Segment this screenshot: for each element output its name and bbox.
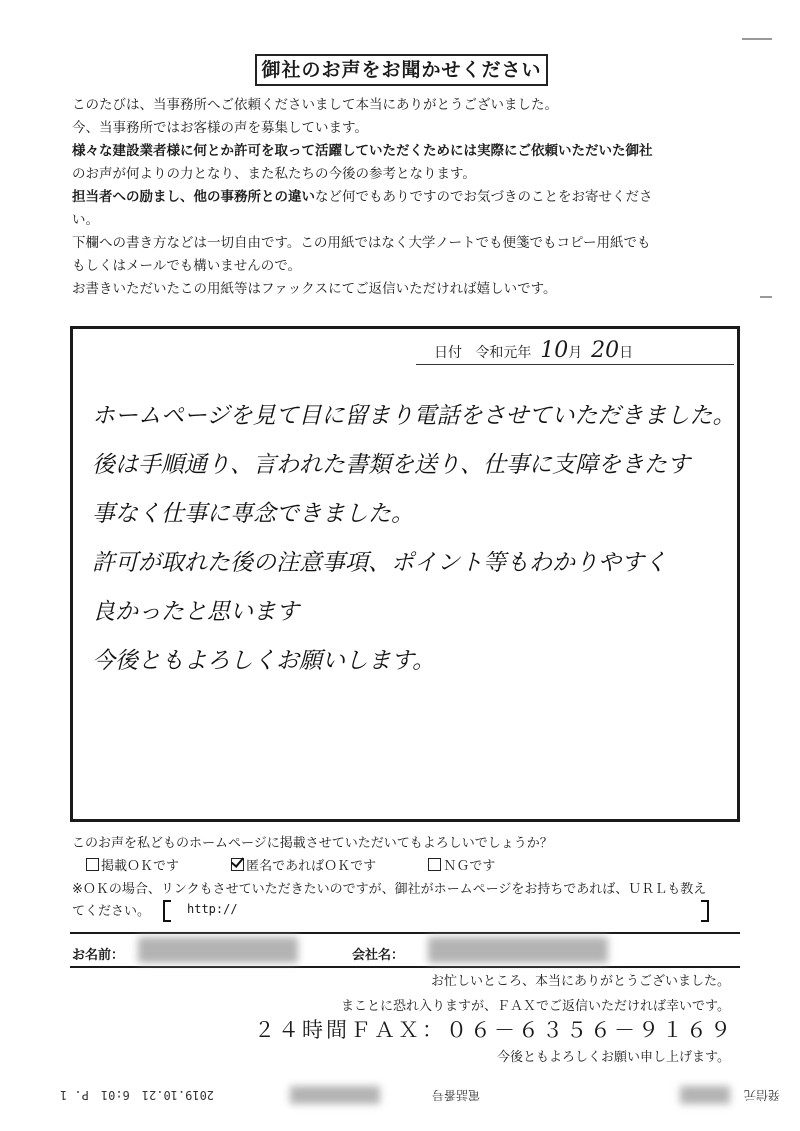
checkbox-icon[interactable] [428,858,441,871]
date-day: 20 [591,338,620,363]
intro-line: 今、当事務所ではお客様の声を募集しています。 [72,120,368,136]
company-redacted [428,937,608,963]
consent-options [86,855,543,874]
intro-line: のお声が何よりの力となり、また私たちの今後の参考となります。 [72,166,476,182]
checkbox-icon[interactable] [86,858,99,871]
fax-sender-label: 発信元 [743,1088,780,1102]
name-company-row [70,932,740,968]
option-label: 匿名であればＯＫです [246,859,377,874]
fax-phone-label: 電話番号 [431,1088,480,1102]
intro-emphasis: 担当者への励まし、他の事務所との違い [72,189,315,205]
intro-text [72,94,742,301]
date-field [434,338,633,363]
date-underline [416,364,734,365]
name-redacted [138,937,298,963]
handwritten-comment [92,392,736,686]
closing-thanks: お忙しいところ、本当にありがとうございました。 [430,974,730,989]
fax-sender-redacted [680,1086,730,1104]
handwritten-line: 今後ともよろしくお願いします。 [92,648,436,674]
intro-line: お書きいただいたこの用紙等はファックスにてご返信いただければ嬉しいです。 [72,281,557,297]
option-anonymous-ok[interactable] [231,859,376,874]
fax-header-upside-down [60,1084,780,1104]
name-label: お名前： [72,948,125,963]
handwritten-line: 事なく仕事に専念できました。 [92,501,414,527]
bracket-right [701,900,709,922]
note-line: ※ＯＫの場合、リンクもさせていただきたいのですが、御社がホームページをお持ちであれば、ＵＲＬも教え [72,882,707,897]
intro-line [72,186,742,209]
checkbox-checked-icon[interactable] [231,858,244,871]
fax-phone-redacted [290,1086,380,1104]
bracket-left [163,900,171,922]
handwritten-line: 後は手順通り、言われた書類を送り、仕事に支障をきたす [92,452,690,478]
date-month-unit: 月 [568,345,583,361]
option-label: ＮＧです [443,859,496,874]
date-day-unit: 日 [619,345,634,361]
note-line: てください。 [72,904,151,919]
intro-rest: など何でもありですのでお気づきのことをお寄せくださ [315,189,653,205]
url-field[interactable] [163,900,709,922]
date-era: 令和元年 [475,345,532,361]
date-label: 日付 [434,345,462,361]
intro-line: このたびは、当事務所へご依頼くださいまして本当にありがとうございました。 [72,97,558,113]
closing-regards: 今後ともよろしくお願い申し上げます。 [497,1050,730,1065]
scan-noise [760,296,772,298]
option-ng[interactable] [428,859,495,874]
closing-fax-request: まことに恐れ入りますが、ＦＡＸでご返信いただければ幸いです。 [341,999,730,1014]
handwritten-line: 良かったと思います [92,599,299,625]
date-month: 10 [540,338,569,363]
option-label: 掲載ＯＫです [101,859,180,874]
fax-number: ２４時間ＦＡＸ：０６－６３５６－９１６９ [254,1018,734,1042]
consent-question: このお声を私どものホームページに掲載させていただいてもよろしいでしょうか？ [72,836,553,851]
option-publish-ok[interactable] [86,859,179,874]
scan-noise [742,38,772,40]
intro-line: もしくはメールでも構いませんので。 [72,258,301,274]
handwritten-line: ホームページを見て目に留まり電話をさせていただきました。 [92,403,736,429]
url-prefix: http:// [187,902,238,916]
page-title: 御社のお声をお聞かせください [255,54,548,86]
intro-line: 様々な建設業者様に何とか許可を取って活躍していただくためには実際にご依頼いただいた御社 [72,143,653,159]
fax-timestamp: 2019.10.21 6:01 P. 1 [60,1088,215,1102]
intro-line: 下欄への書き方などは一切自由です。この用紙ではなく大学ノートでも便箋でもコピー用紙でも [72,235,651,251]
intro-line: い。 [72,212,99,228]
company-label: 会社名： [352,948,405,963]
handwritten-line: 許可が取れた後の注意事項、ポイント等もわかりやすく [92,550,667,576]
